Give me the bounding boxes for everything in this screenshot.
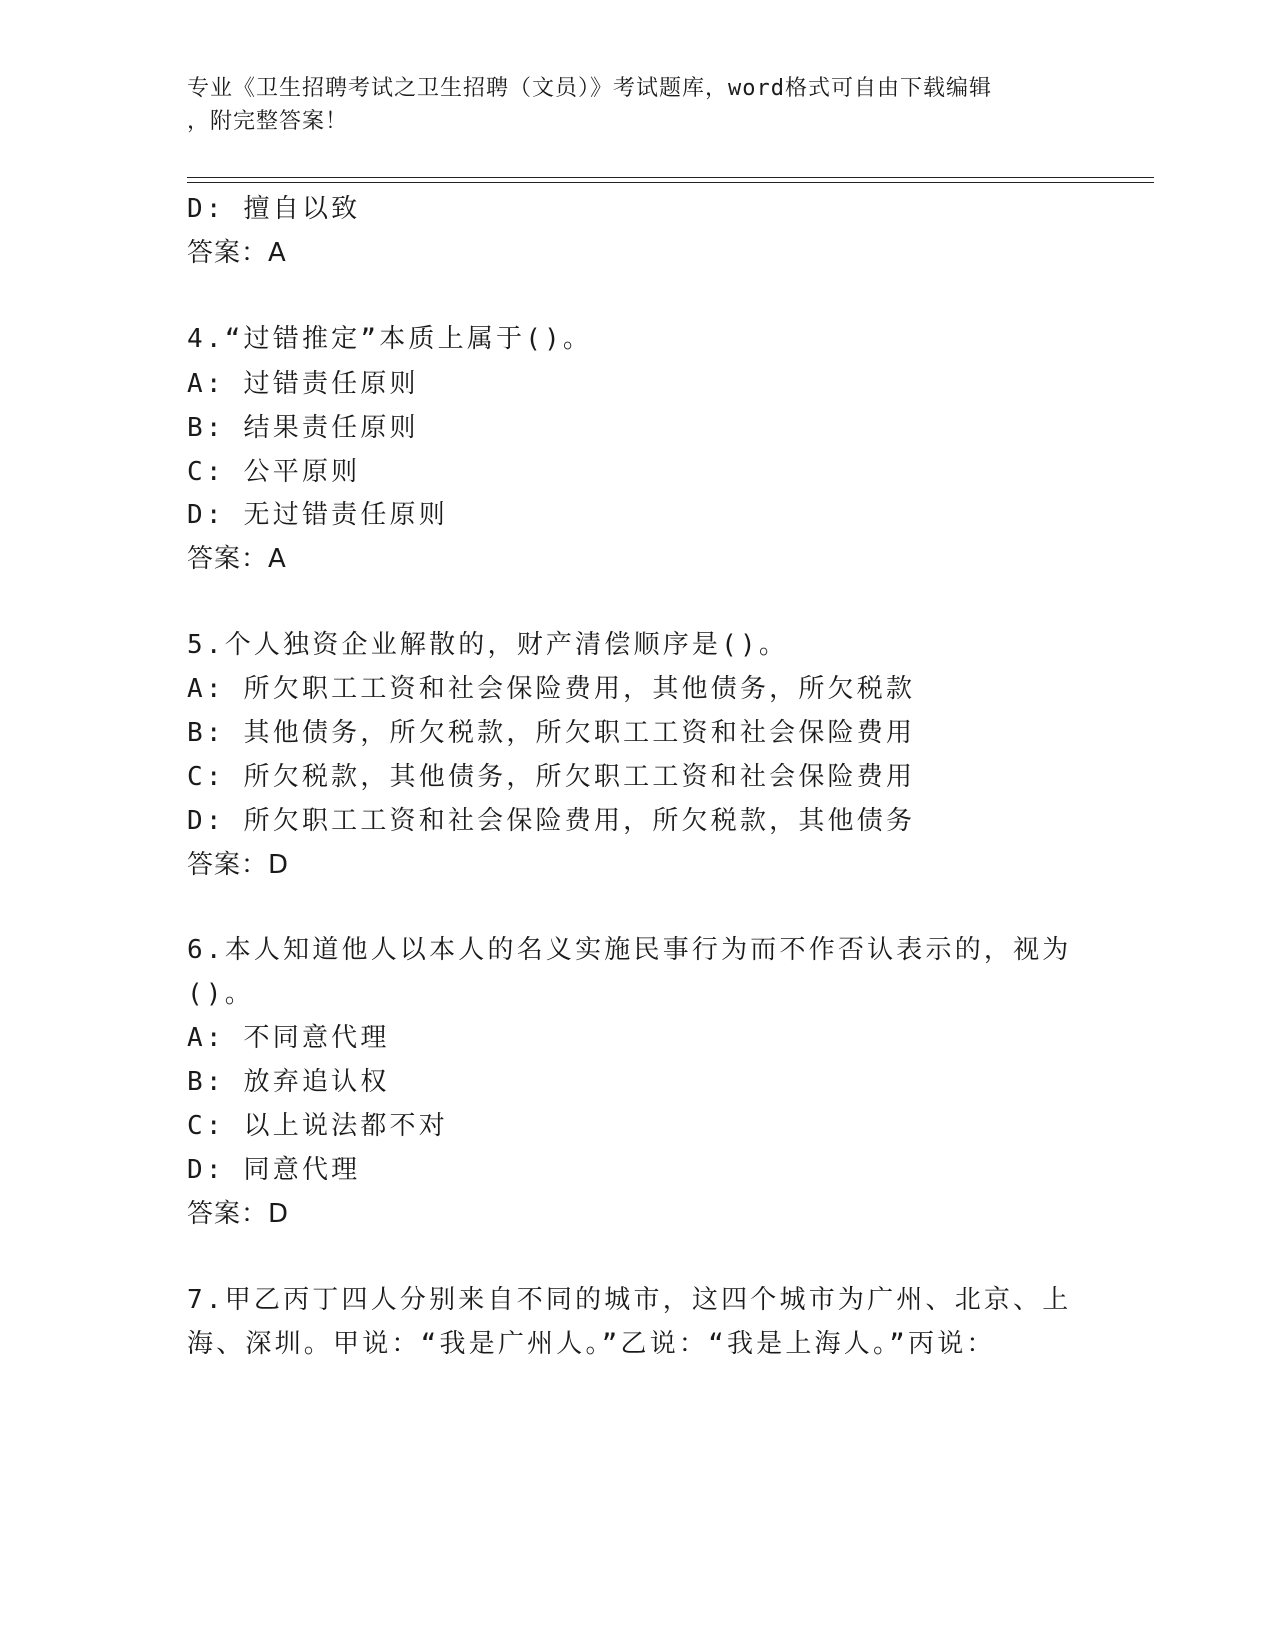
q5-option-b: B: 其他债务，所欠税款，所欠职工工资和社会保险费用 <box>187 718 916 748</box>
q6-stem-line-2: ()。 <box>187 979 254 1009</box>
q4-option-c: C: 公平原则 <box>187 457 361 487</box>
q6-option-c: C: 以上说法都不对 <box>187 1111 448 1141</box>
header-line-1: 专业《卫生招聘考试之卫生招聘（文员）》考试题库，word格式可自由下载编辑 <box>187 76 992 101</box>
q7-stem-line-2: 海、深圳。甲说：“我是广州人。”乙说：“我是上海人。”丙说： <box>187 1329 996 1359</box>
q4-answer: 答案：A <box>187 544 287 574</box>
q4-option-a: A: 过错责任原则 <box>187 369 419 399</box>
header-line-2: ，附完整答案！ <box>187 109 349 134</box>
q3-option-d: D: 擅自以致 <box>187 194 361 224</box>
document-header <box>187 72 1067 138</box>
header-divider-bottom <box>187 182 1154 183</box>
q6-option-a: A: 不同意代理 <box>187 1023 390 1053</box>
q4-option-b: B: 结果责任原则 <box>187 413 419 443</box>
q6-stem-line-1: 6.本人知道他人以本人的名义实施民事行为而不作否认表示的，视为 <box>187 935 1072 965</box>
q6-answer: 答案：D <box>187 1199 290 1229</box>
q5-stem: 5.个人独资企业解散的，财产清偿顺序是()。 <box>187 630 789 660</box>
q6-option-b: B: 放弃追认权 <box>187 1067 390 1097</box>
q5-option-c: C: 所欠税款，其他债务，所欠职工工资和社会保险费用 <box>187 762 916 792</box>
q5-option-a: A: 所欠职工工资和社会保险费用，其他债务，所欠税款 <box>187 674 916 704</box>
header-divider-top <box>187 177 1154 178</box>
q3-answer: 答案：A <box>187 238 287 268</box>
q5-answer: 答案：D <box>187 850 290 880</box>
q5-option-d: D: 所欠职工工资和社会保险费用，所欠税款，其他债务 <box>187 806 916 836</box>
q4-stem: 4.“过错推定”本质上属于()。 <box>187 324 593 354</box>
q6-option-d: D: 同意代理 <box>187 1155 361 1185</box>
q4-option-d: D: 无过错责任原则 <box>187 500 448 530</box>
q7-stem-line-1: 7.甲乙丙丁四人分别来自不同的城市，这四个城市为广州、北京、上 <box>187 1285 1072 1315</box>
